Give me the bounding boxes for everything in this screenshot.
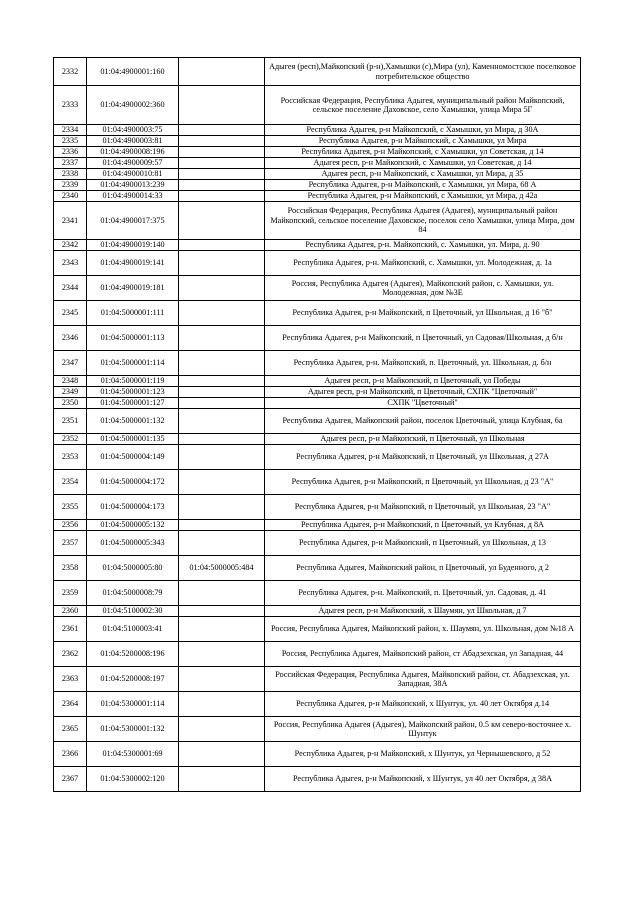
- table-row: [54, 717, 581, 742]
- address-cell: Республика Адыгея, р-н Майкопский, х Шунтук, ул 40 лет Октября, д 38А: [265, 767, 581, 792]
- cadastral-number-cell: 01:04:5300001:114: [87, 692, 179, 717]
- parent-cadastral-number-cell: [179, 581, 265, 606]
- table-row: [54, 301, 581, 326]
- row-number-cell: 2340: [54, 191, 87, 202]
- table-row: [54, 147, 581, 158]
- table-row: [54, 531, 581, 556]
- address-cell: Республика Адыгея, р-н Майкопский, п Цветочный, ул Школьная, д 16 "б": [265, 301, 581, 326]
- row-number-cell: 2333: [54, 86, 87, 125]
- parent-cadastral-number-cell: [179, 617, 265, 642]
- cadastral-number-cell: 01:04:5000001:123: [87, 387, 179, 398]
- row-number-cell: 2364: [54, 692, 87, 717]
- address-cell: Адыгея респ, р-н Майкопский, с Хамышки, ул Мира, д 35: [265, 169, 581, 180]
- table-row: [54, 276, 581, 301]
- table-row: [54, 692, 581, 717]
- parent-cadastral-number-cell: [179, 434, 265, 445]
- row-number-cell: 2348: [54, 376, 87, 387]
- row-number-cell: 2352: [54, 434, 87, 445]
- address-cell: Россия, Республика Адыгея (Адыгея), Майкопский район, 0.5 км северо-восточнее х. Шунтук: [265, 717, 581, 742]
- cadastral-number-cell: 01:04:5000005:343: [87, 531, 179, 556]
- cadastral-number-cell: 01:04:4900019:140: [87, 240, 179, 251]
- row-number-cell: 2341: [54, 202, 87, 240]
- cadastral-number-cell: 01:04:5200008:197: [87, 667, 179, 692]
- table-row: [54, 125, 581, 136]
- row-number-cell: 2335: [54, 136, 87, 147]
- row-number-cell: 2351: [54, 409, 87, 434]
- table-row: [54, 434, 581, 445]
- parent-cadastral-number-cell: [179, 240, 265, 251]
- row-number-cell: 2367: [54, 767, 87, 792]
- address-cell: Республика Адыгея, р-н Майкопский, п Цветочный, ул Школьная, д 13: [265, 531, 581, 556]
- parent-cadastral-number-cell: [179, 180, 265, 191]
- parent-cadastral-number-cell: [179, 169, 265, 180]
- row-number-cell: 2359: [54, 581, 87, 606]
- table-row: [54, 520, 581, 531]
- parent-cadastral-number-cell: [179, 125, 265, 136]
- cadastral-number-cell: 01:04:5000001:132: [87, 409, 179, 434]
- address-cell: Республика Адыгея, р-н Майкопский, х Шунтук, ул. 40 лет Октября д.14: [265, 692, 581, 717]
- address-cell: Адыгея респ, р-н Майкопский, х Шаумян, ул Школьная, д 7: [265, 606, 581, 617]
- cadastral-number-cell: 01:04:5000004:172: [87, 470, 179, 495]
- address-cell: Адыгея (респ),Майкопский (р-н),Хамышки (с),Мира (ул), Каменномостское поселковое потребительское общество: [265, 58, 581, 86]
- parent-cadastral-number-cell: [179, 376, 265, 387]
- address-cell: Адыгея респ, р-н Майкопский, п Цветочный, ул Победы: [265, 376, 581, 387]
- cadastral-number-cell: 01:04:5300001:132: [87, 717, 179, 742]
- row-number-cell: 2347: [54, 351, 87, 376]
- table-row: [54, 376, 581, 387]
- address-cell: Адыгея респ, р-н Майкопский, п Цветочный, ул Школьная: [265, 434, 581, 445]
- row-number-cell: 2346: [54, 326, 87, 351]
- cadastral-number-cell: 01:04:4900014:33: [87, 191, 179, 202]
- table-row: [54, 581, 581, 606]
- parent-cadastral-number-cell: [179, 351, 265, 376]
- address-cell: Россия, Республика Адыгея, Майкопский район, ст Абадзехская, ул Западная, 44: [265, 642, 581, 667]
- table-row: [54, 169, 581, 180]
- row-number-cell: 2343: [54, 251, 87, 276]
- row-number-cell: 2360: [54, 606, 87, 617]
- parent-cadastral-number-cell: [179, 742, 265, 767]
- address-cell: Республика Адыгея, р-н Майкопский, п Цветочный, ул Школьная, д 23 "А": [265, 470, 581, 495]
- row-number-cell: 2357: [54, 531, 87, 556]
- parent-cadastral-number-cell: [179, 717, 265, 742]
- cadastral-number-cell: 01:04:5200008:196: [87, 642, 179, 667]
- address-cell: Республика Адыгея, р-н Майкопский, х Шунтук, ул Чернышевского, д 52: [265, 742, 581, 767]
- address-cell: Республика Адыгея, р-н Майкопский, с Хамышки, ул Мира, д 42а: [265, 191, 581, 202]
- row-number-cell: 2336: [54, 147, 87, 158]
- row-number-cell: 2350: [54, 398, 87, 409]
- address-cell: Республика Адыгея, р-н Майкопский, п Цветочный, ул Садовая/Школьная, д б/н: [265, 326, 581, 351]
- table-row: [54, 202, 581, 240]
- cadastral-number-cell: 01:04:4900019:181: [87, 276, 179, 301]
- cadastral-number-cell: 01:04:5000001:111: [87, 301, 179, 326]
- address-cell: Республика Адыгея, р-н Майкопский, с Хамышки, ул Мира, 68 А: [265, 180, 581, 191]
- parent-cadastral-number-cell: [179, 531, 265, 556]
- row-number-cell: 2354: [54, 470, 87, 495]
- row-number-cell: 2355: [54, 495, 87, 520]
- address-cell: Адыгея респ, р-н Майкопский, п Цветочный, СХПК "Цветочный": [265, 387, 581, 398]
- parent-cadastral-number-cell: [179, 692, 265, 717]
- row-number-cell: 2365: [54, 717, 87, 742]
- address-cell: Республика Адыгея, Майкопский район, поселок Цветочный, улица Клубная, 6а: [265, 409, 581, 434]
- cadastral-table: [53, 57, 581, 792]
- table-row: [54, 495, 581, 520]
- parent-cadastral-number-cell: 01:04:5000005:484: [179, 556, 265, 581]
- cadastral-number-cell: 01:04:4900013:239: [87, 180, 179, 191]
- address-cell: Республика Адыгея, р-н Майкопский, п Цветочный, ул Школьная, д 27А: [265, 445, 581, 470]
- parent-cadastral-number-cell: [179, 158, 265, 169]
- address-cell: Республика Адыгея, р-н Майкопский, с Хамышки, ул Мира, д 30А: [265, 125, 581, 136]
- row-number-cell: 2358: [54, 556, 87, 581]
- cadastral-number-cell: 01:04:4900003:75: [87, 125, 179, 136]
- parent-cadastral-number-cell: [179, 520, 265, 531]
- row-number-cell: 2344: [54, 276, 87, 301]
- parent-cadastral-number-cell: [179, 147, 265, 158]
- table-row: [54, 742, 581, 767]
- parent-cadastral-number-cell: [179, 276, 265, 301]
- cadastral-number-cell: 01:04:5100002:30: [87, 606, 179, 617]
- table-row: [54, 191, 581, 202]
- parent-cadastral-number-cell: [179, 58, 265, 86]
- cadastral-number-cell: 01:04:5000001:114: [87, 351, 179, 376]
- table-row: [54, 58, 581, 86]
- parent-cadastral-number-cell: [179, 202, 265, 240]
- parent-cadastral-number-cell: [179, 326, 265, 351]
- table-row: [54, 606, 581, 617]
- row-number-cell: 2339: [54, 180, 87, 191]
- table-body: [54, 58, 581, 792]
- row-number-cell: 2332: [54, 58, 87, 86]
- cadastral-number-cell: 01:04:4900019:141: [87, 251, 179, 276]
- table-row: [54, 180, 581, 191]
- table-row: [54, 86, 581, 125]
- cadastral-number-cell: 01:04:4900008:196: [87, 147, 179, 158]
- parent-cadastral-number-cell: [179, 301, 265, 326]
- cadastral-number-cell: 01:04:4900002:360: [87, 86, 179, 125]
- address-cell: Республика Адыгея, р-н Майкопский, с Хамышки, ул Советская, д 14: [265, 147, 581, 158]
- table-row: [54, 351, 581, 376]
- address-cell: Российская Федерация, Республика Адыгея (Адыгея), муниципальный район Майкопский, сельское поселение Даховское, поселок село Хамышки, улица Мира, дом 84: [265, 202, 581, 240]
- parent-cadastral-number-cell: [179, 398, 265, 409]
- row-number-cell: 2345: [54, 301, 87, 326]
- table-row: [54, 556, 581, 581]
- parent-cadastral-number-cell: [179, 136, 265, 147]
- table-row: [54, 667, 581, 692]
- row-number-cell: 2334: [54, 125, 87, 136]
- cadastral-number-cell: 01:04:5100003:41: [87, 617, 179, 642]
- parent-cadastral-number-cell: [179, 86, 265, 125]
- parent-cadastral-number-cell: [179, 642, 265, 667]
- parent-cadastral-number-cell: [179, 409, 265, 434]
- cadastral-number-cell: 01:04:5000004:149: [87, 445, 179, 470]
- parent-cadastral-number-cell: [179, 191, 265, 202]
- row-number-cell: 2353: [54, 445, 87, 470]
- address-cell: Республика Адыгея, р-н. Майкопский, п. Цветочный, ул. Садовая, д. 41: [265, 581, 581, 606]
- cadastral-number-cell: 01:04:5000008:79: [87, 581, 179, 606]
- cadastral-number-cell: 01:04:4900003:81: [87, 136, 179, 147]
- parent-cadastral-number-cell: [179, 251, 265, 276]
- table-row: [54, 387, 581, 398]
- address-cell: Республика Адыгея, р-н. Майкопский, с. Хамышки, ул. Молодежная, д. 1а: [265, 251, 581, 276]
- row-number-cell: 2361: [54, 617, 87, 642]
- address-cell: Республика Адыгея, Майкопский район, п Цветочный, ул Буденного, д 2: [265, 556, 581, 581]
- table-row: [54, 158, 581, 169]
- cadastral-number-cell: 01:04:5000001:135: [87, 434, 179, 445]
- table-row: [54, 767, 581, 792]
- cadastral-number-cell: 01:04:5300002:120: [87, 767, 179, 792]
- address-cell: Россия, Республика Адыгея, Майкопский район, х. Шаумян, ул. Школьная, дом №18 А: [265, 617, 581, 642]
- address-cell: Республика Адыгея, р-н. Майкопский, п. Цветочный, ул. Школьная, д. б/н: [265, 351, 581, 376]
- parent-cadastral-number-cell: [179, 495, 265, 520]
- address-cell: Республика Адыгея, р-н Майкопский, п Цветочный, ул Школьная, 23 "А": [265, 495, 581, 520]
- cadastral-number-cell: 01:04:5000001:119: [87, 376, 179, 387]
- cadastral-number-cell: 01:04:4900010:81: [87, 169, 179, 180]
- row-number-cell: 2349: [54, 387, 87, 398]
- cadastral-number-cell: 01:04:5300001:69: [87, 742, 179, 767]
- row-number-cell: 2366: [54, 742, 87, 767]
- parent-cadastral-number-cell: [179, 606, 265, 617]
- row-number-cell: 2362: [54, 642, 87, 667]
- table-row: [54, 240, 581, 251]
- address-cell: Российская Федерация, Республика Адыгея, Майкопский район, ст. Абадзехская, ул. Западная, 38А: [265, 667, 581, 692]
- row-number-cell: 2338: [54, 169, 87, 180]
- cadastral-number-cell: 01:04:5000001:127: [87, 398, 179, 409]
- address-cell: Республика Адыгея, р-н Майкопский, п Цветочный, ул Клубная, д 8А: [265, 520, 581, 531]
- table-row: [54, 251, 581, 276]
- parent-cadastral-number-cell: [179, 667, 265, 692]
- parent-cadastral-number-cell: [179, 470, 265, 495]
- cadastral-number-cell: 01:04:5000005:80: [87, 556, 179, 581]
- table-row: [54, 409, 581, 434]
- table-row: [54, 642, 581, 667]
- row-number-cell: 2356: [54, 520, 87, 531]
- row-number-cell: 2363: [54, 667, 87, 692]
- table-row: [54, 398, 581, 409]
- table-row: [54, 470, 581, 495]
- cadastral-number-cell: 01:04:4900017:375: [87, 202, 179, 240]
- address-cell: Республика Адыгея, р-н Майкопский, с Хамышки, ул Мира: [265, 136, 581, 147]
- parent-cadastral-number-cell: [179, 445, 265, 470]
- cadastral-number-cell: 01:04:4900001:160: [87, 58, 179, 86]
- cadastral-number-cell: 01:04:5000004:173: [87, 495, 179, 520]
- address-cell: СХПК "Цветочный": [265, 398, 581, 409]
- address-cell: Российская Федерация, Республика Адыгея, муниципальный район Майкопский, сельское поселение Даховское, село Хамышки, улица Мира 5Г: [265, 86, 581, 125]
- table-row: [54, 136, 581, 147]
- table-row: [54, 617, 581, 642]
- address-cell: Республика Адыгея, р-н. Майкопский, с. Хамышки, ул. Мира, д. 90: [265, 240, 581, 251]
- parent-cadastral-number-cell: [179, 387, 265, 398]
- cadastral-number-cell: 01:04:5000001:113: [87, 326, 179, 351]
- cadastral-number-cell: 01:04:5000005:132: [87, 520, 179, 531]
- parent-cadastral-number-cell: [179, 767, 265, 792]
- table-row: [54, 445, 581, 470]
- address-cell: Адыгея респ, р-н Майкопский, с Хамышки, ул Советская, д 14: [265, 158, 581, 169]
- address-cell: Россия, Республика Адыгея (Адыгея), Майкопский район, с. Хамышки, ул. Молодежная, дом №3Е: [265, 276, 581, 301]
- row-number-cell: 2337: [54, 158, 87, 169]
- table-row: [54, 326, 581, 351]
- row-number-cell: 2342: [54, 240, 87, 251]
- cadastral-number-cell: 01:04:4900009:57: [87, 158, 179, 169]
